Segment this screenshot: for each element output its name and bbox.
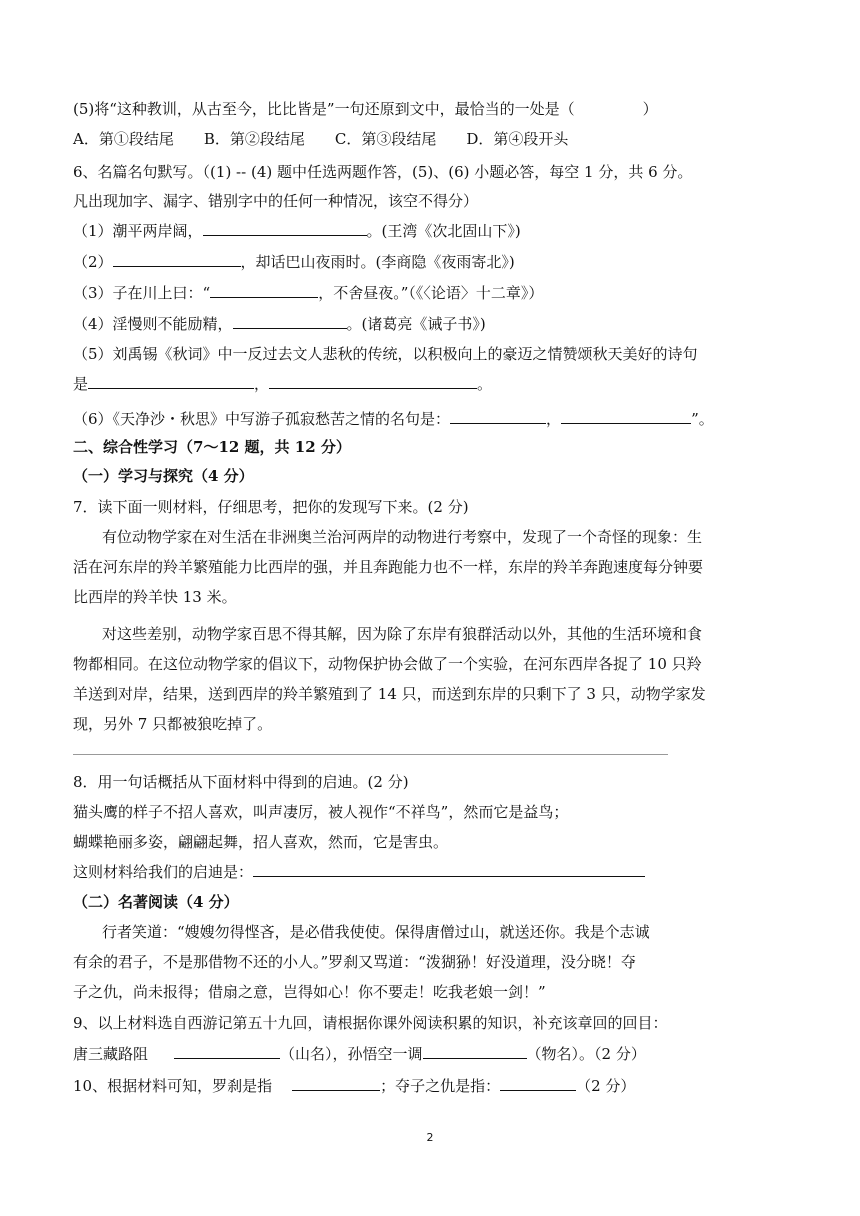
q6-item-4-pre: （4）淫慢则不能励精， <box>73 315 233 333</box>
q9-mid-2: （物名）。（2 分） <box>526 1045 646 1063</box>
q10-blank-1[interactable] <box>292 1076 380 1091</box>
q5-stem <box>73 99 658 119</box>
q7-answer-line[interactable] <box>73 754 668 755</box>
q6-item-5-text: （5）刘禹锡《秋词》中一反过去文人悲秋的传统，以积极向上的豪迈之情赞颂秋天美好的诗句 <box>73 345 698 363</box>
q6-item-6-pre: （6）《天净沙・秋思》中写游子孤寂愁苦之情的名句是： <box>73 410 451 428</box>
q6-item-4 <box>73 314 486 334</box>
q7-paragraph-1-line-1: 有位动物学家在对生活在非洲奥兰治河两岸的动物进行考察中，发现了一个奇怪的现象：生 <box>102 528 703 546</box>
q6-item-1-pre: （1）潮平两岸阔， <box>73 222 203 240</box>
q5-option-b: B．第②段结尾 <box>203 130 305 148</box>
q9-blank-object[interactable] <box>423 1044 527 1059</box>
q5-option-d: D．第④段开头 <box>466 130 569 148</box>
q6-item-6-blank-2[interactable] <box>561 409 691 424</box>
q9-blank-mountain[interactable] <box>174 1044 280 1059</box>
q7-stem: 7．读下面一则材料，仔细思考，把你的发现写下来。(2 分) <box>73 498 469 516</box>
q6-item-5-blank-2[interactable] <box>269 374 477 389</box>
q6-item-1-post: 。(王湾《次北固山下》) <box>366 222 521 240</box>
q6-item-5-blank-1[interactable] <box>88 374 254 389</box>
q6-item-3-blank[interactable] <box>210 283 318 298</box>
q6-item-5-mid: ， <box>254 375 270 393</box>
q10 <box>73 1076 635 1096</box>
q5-options <box>73 129 568 149</box>
q10-blank-2[interactable] <box>500 1076 576 1091</box>
q6-item-4-post: 。(诸葛亮《诫子书》) <box>346 315 486 333</box>
q9-answer <box>73 1044 646 1064</box>
q9-stem: 9、以上材料选自西游记第五十九回，请根据你课外阅读积累的知识，补充该章回的回目： <box>73 1014 668 1032</box>
q5-stem-close: ） <box>642 100 658 118</box>
q6-item-5-pre: 是 <box>73 375 89 393</box>
q6-item-3-pre: （3）子在川上曰：“ <box>73 284 211 302</box>
q7-paragraph-2-line-3: 羊送到对岸，结果，送到西岸的羚羊繁殖到了 14 只，而送到东岸的只剩下了 3 只，动物学家发 <box>73 685 706 703</box>
q6-item-1-blank[interactable] <box>203 221 367 236</box>
q9-mid-1: （山名），孙悟空一调 <box>280 1045 423 1063</box>
q5-stem-text: (5)将“这种教训，从古至今，比比皆是”一句还原到文中，最恰当的一处是（ <box>73 100 575 118</box>
q6-item-5-answer <box>73 374 492 394</box>
q10-post: （2 分） <box>576 1077 636 1095</box>
q6-item-2-blank[interactable] <box>113 252 241 267</box>
q6-item-5-post: 。 <box>477 375 493 393</box>
excerpt-line-2: 有余的君子，不是那借物不还的小人。”罗刹又骂道：“泼猢狲！好没道理，没分晓！夺 <box>73 953 636 971</box>
q8-answer <box>73 862 645 882</box>
q6-item-2-post: ，却话巴山夜雨时。(李商隐《夜雨寄北》) <box>240 253 515 271</box>
q6-item-3 <box>73 283 543 303</box>
excerpt-line-1: 行者笑道：“嫂嫂勿得悭吝，是必借我使使。保得唐僧过山，就送还你。我是个志诚 <box>102 923 650 941</box>
q7-paragraph-2-line-1: 对这些差别，动物学家百思不得其解，因为除了东岸有狼群活动以外，其他的生活环境和食 <box>102 625 703 643</box>
q6-item-6-post: ”。 <box>691 410 714 428</box>
q8-material-line-1: 猫头鹰的样子不招人喜欢，叫声凄厉，被人视作“不祥鸟”，然而它是益鸟； <box>73 803 569 821</box>
q6-item-4-blank[interactable] <box>233 314 347 329</box>
excerpt-line-3: 子之仇，尚未报得；借扇之意，岂得如心！你不要走！吃我老娘一剑！” <box>73 983 546 1001</box>
q7-paragraph-2-line-4: 现，另外 7 只都被狼吃掉了。 <box>73 715 273 733</box>
q8-material-line-2: 蝴蝶艳丽多姿，翩翩起舞，招人喜欢，然而，它是害虫。 <box>73 833 449 851</box>
q8-stem: 8．用一句话概括从下面材料中得到的启迪。(2 分) <box>73 773 409 791</box>
q6-item-3-post: ，不舍昼夜。”（《〈论语〉十二章》） <box>318 284 544 302</box>
section-2-title: 二、综合性学习（7～12 题，共 12 分） <box>73 438 351 456</box>
subsection-2-title: （二）名著阅读（4 分） <box>73 893 239 911</box>
q7-paragraph-1-line-2: 活在河东岸的羚羊繁殖能力比西岸的强，并且奔跑能力也不一样，东岸的羚羊奔跑速度每分钟要 <box>73 558 704 576</box>
page-number: 2 <box>426 1131 434 1144</box>
q6-item-6 <box>73 409 714 429</box>
q6-item-6-mid: ， <box>546 410 562 428</box>
q9-pre: 唐三藏路阻 <box>73 1045 149 1063</box>
subsection-1-title: （一）学习与探究（4 分） <box>73 467 254 485</box>
q6-item-2 <box>73 252 515 272</box>
q6-item-2-pre: （2） <box>73 253 113 271</box>
q8-answer-blank[interactable] <box>253 862 645 877</box>
q7-paragraph-1-line-3: 比西岸的羚羊快 13 米。 <box>73 588 237 606</box>
q5-option-c: C．第③段结尾 <box>334 130 437 148</box>
q5-option-a: A．第①段结尾 <box>73 130 174 148</box>
q10-pre: 10、根据材料可知，罗刹是指 <box>73 1077 273 1095</box>
q6-title-line-2: 凡出现加字、漏字、错别字中的任何一种情况，该空不得分） <box>73 192 479 210</box>
q6-title-line-1: 6、名篇名句默写。（(1) -- (4) 题中任选两题作答，(5)、(6) 小题必答，每空 1 分，共 6 分。 <box>73 163 693 181</box>
q10-mid: ；夺子之仇是指： <box>380 1077 501 1095</box>
q6-item-1 <box>73 221 521 241</box>
q6-item-6-blank-1[interactable] <box>450 409 546 424</box>
q8-prompt: 这则材料给我们的启迪是： <box>73 863 254 881</box>
q7-paragraph-2-line-2: 物都相同。在这位动物学家的倡议下，动物保护协会做了一个实验，在河东西岸各捉了 10 只羚 <box>73 655 702 673</box>
